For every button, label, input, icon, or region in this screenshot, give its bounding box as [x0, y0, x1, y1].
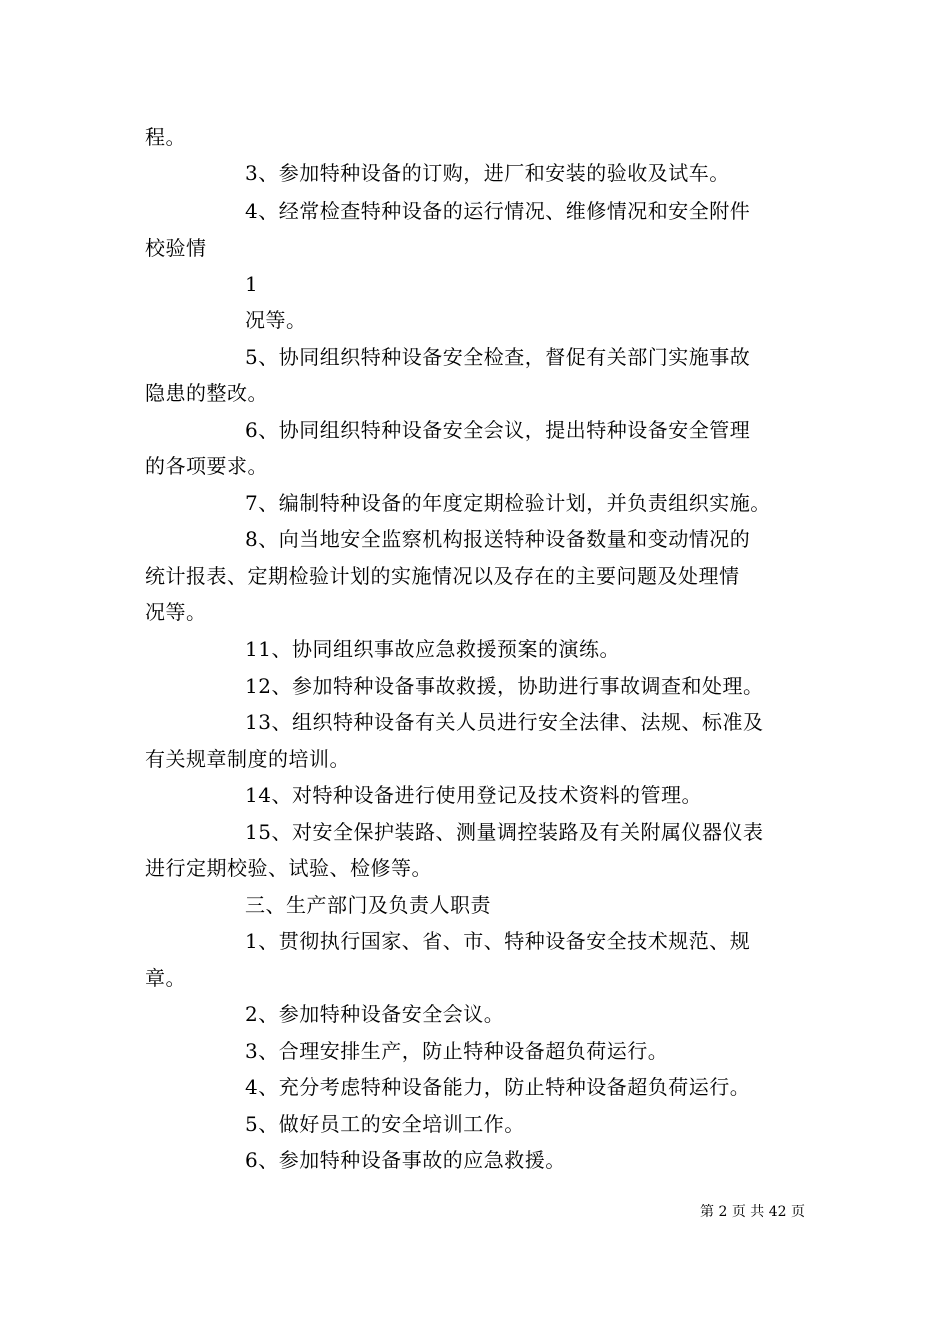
text-line: 2、参加特种设备安全会议。 [245, 1002, 505, 1026]
text-line: 11、协同组织事故应急救援预案的演练。 [245, 637, 620, 661]
text-line: 章。 [145, 966, 186, 990]
text-line: 8、向当地安全监察机构报送特种设备数量和变动情况的 [245, 527, 751, 551]
page-number-footer: 第 2 页 共 42 页 [700, 1204, 805, 1220]
text-line: 况等。 [145, 600, 207, 624]
text-line: 况等。 [245, 308, 307, 332]
text-line: 1 [245, 272, 259, 296]
text-line: 程。 [145, 125, 186, 149]
text-line: 隐患的整改。 [145, 381, 268, 405]
text-line: 5、做好员工的安全培训工作。 [245, 1112, 525, 1136]
text-line: 15、对安全保护装路、测量调控装路及有关附属仪器仪表 [245, 820, 764, 844]
text-line: 13、组织特种设备有关人员进行安全法律、法规、标准及 [245, 710, 764, 734]
text-line: 14、对特种设备进行使用登记及技术资料的管理。 [245, 783, 702, 807]
text-line: 统计报表、定期检验计划的实施情况以及存在的主要问题及处理情 [145, 564, 740, 588]
text-line: 3、合理安排生产，防止特种设备超负荷运行。 [245, 1039, 669, 1063]
text-line: 4、充分考虑特种设备能力，防止特种设备超负荷运行。 [245, 1075, 751, 1099]
text-line: 4、经常检查特种设备的运行情况、维修情况和安全附件 [245, 199, 751, 223]
text-line: 校验情 [145, 236, 207, 260]
text-line: 进行定期校验、试验、检修等。 [145, 856, 432, 880]
text-line: 12、参加特种设备事故救援，协助进行事故调查和处理。 [245, 674, 764, 698]
text-line: 的各项要求。 [145, 454, 268, 478]
text-line: 7、编制特种设备的年度定期检验计划，并负责组织实施。 [245, 491, 771, 515]
section-heading: 三、生产部门及负责人职责 [245, 893, 491, 917]
text-line: 6、协同组织特种设备安全会议，提出特种设备安全管理 [245, 418, 751, 442]
text-line: 5、协同组织特种设备安全检查，督促有关部门实施事故 [245, 345, 751, 369]
text-line: 6、参加特种设备事故的应急救援。 [245, 1148, 566, 1172]
text-line: 有关规章制度的培训。 [145, 747, 350, 771]
text-line: 3、参加特种设备的订购，进厂和安装的验收及试车。 [245, 161, 730, 185]
text-line: 1、贯彻执行国家、省、市、特种设备安全技术规范、规 [245, 929, 751, 953]
